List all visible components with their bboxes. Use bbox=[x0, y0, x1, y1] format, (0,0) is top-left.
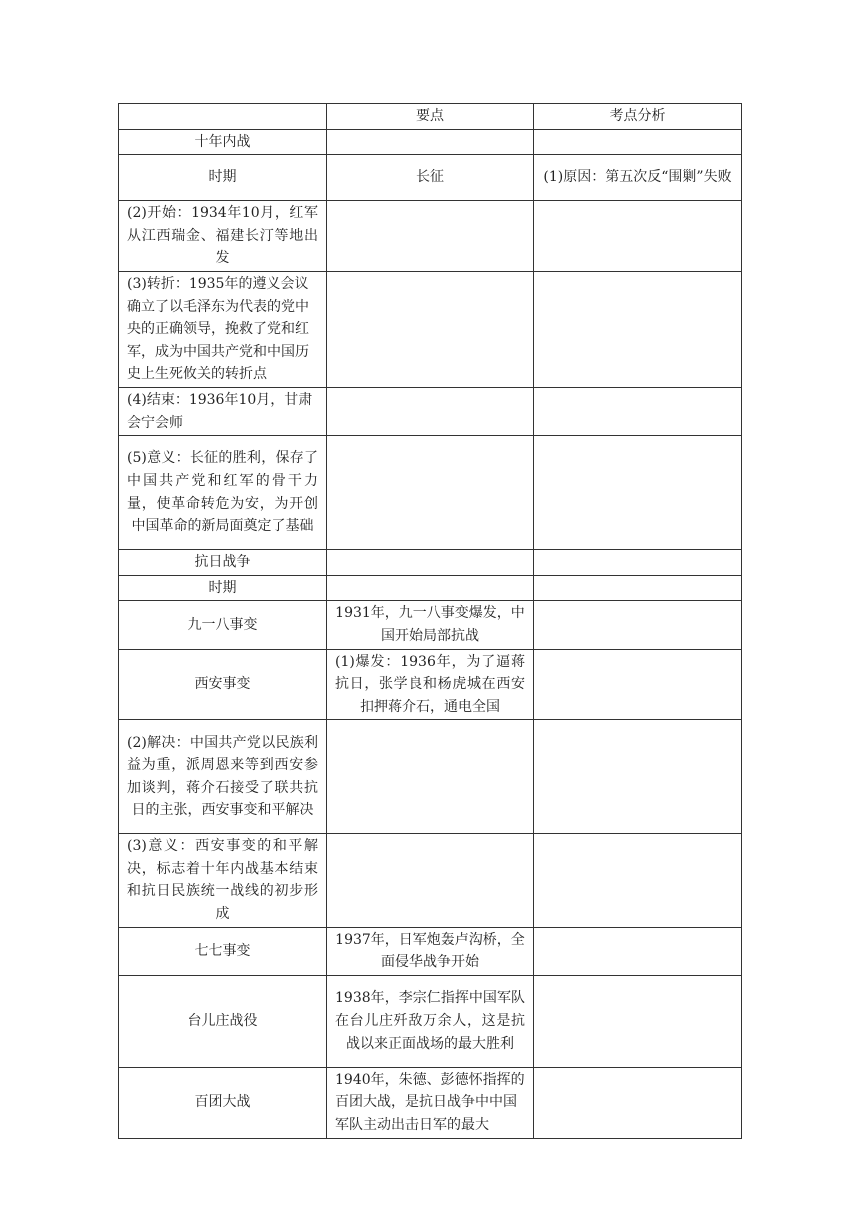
header-cell-exam-analysis: 考点分析 bbox=[534, 104, 742, 130]
table-cell bbox=[327, 271, 534, 387]
table-cell bbox=[534, 201, 742, 272]
table-cell: 1931年，九一八事变爆发，中国开始局部抗战 bbox=[327, 601, 534, 649]
table-row bbox=[119, 975, 742, 1067]
table-row bbox=[119, 550, 742, 576]
table-cell: (3)意义：西安事变的和平解决，标志着十年内战基本结束和抗日民族统一战线的初步形成 bbox=[119, 834, 327, 927]
table-cell: 时期 bbox=[119, 155, 327, 201]
table-cell: 十年内战 bbox=[119, 129, 327, 155]
table-cell bbox=[534, 575, 742, 601]
table-cell bbox=[534, 550, 742, 576]
table-cell bbox=[327, 387, 534, 435]
table-cell: (2)解决：中国共产党以民族利益为重，派周恩来等到西安参加谈判，蒋介石接受了联共抗日的主张，西安事变和平解决 bbox=[119, 720, 327, 834]
table-cell: 抗日战争 bbox=[119, 550, 327, 576]
table-cell bbox=[534, 271, 742, 387]
table-cell: (2)开始：1934年10月，红军从江西瑞金、福建长汀等地出发 bbox=[119, 201, 327, 272]
table-row bbox=[119, 201, 742, 272]
table-cell: (4)结束：1936年10月，甘肃会宁会师 bbox=[119, 387, 327, 435]
table-cell bbox=[534, 436, 742, 550]
table-cell bbox=[327, 834, 534, 927]
table-cell bbox=[327, 201, 534, 272]
table-cell bbox=[327, 129, 534, 155]
table-row bbox=[119, 271, 742, 387]
table-row bbox=[119, 436, 742, 550]
table-cell: 长征 bbox=[327, 155, 534, 201]
table-cell: (5)意义：长征的胜利，保存了中国共产党和红军的骨干力量，使革命转危为安，为开创中国革命的新局面奠定了基础 bbox=[119, 436, 327, 550]
table-header-row bbox=[119, 104, 742, 130]
table-cell: 1938年，李宗仁指挥中国军队在台儿庄歼敌万余人，这是抗战以来正面战场的最大胜利 bbox=[327, 975, 534, 1067]
table-cell: 百团大战 bbox=[119, 1067, 327, 1138]
table-cell bbox=[534, 975, 742, 1067]
table-cell bbox=[327, 720, 534, 834]
header-cell-blank bbox=[119, 104, 327, 130]
table-cell: 1940年，朱德、彭德怀指挥的百团大战，是抗日战争中中国军队主动出击日军的最大 bbox=[327, 1067, 534, 1138]
table-row bbox=[119, 155, 742, 201]
table-cell bbox=[534, 927, 742, 975]
table-cell bbox=[327, 436, 534, 550]
table-row bbox=[119, 834, 742, 927]
table-cell: 时期 bbox=[119, 575, 327, 601]
table-cell bbox=[327, 575, 534, 601]
header-cell-key-points: 要点 bbox=[327, 104, 534, 130]
table-row bbox=[119, 927, 742, 975]
table-cell: 台儿庄战役 bbox=[119, 975, 327, 1067]
table-cell: (1)原因：第五次反“围剿”失败 bbox=[534, 155, 742, 201]
table-cell: 1937年，日军炮轰卢沟桥，全面侵华战争开始 bbox=[327, 927, 534, 975]
table-row bbox=[119, 129, 742, 155]
table-cell bbox=[534, 649, 742, 720]
table-cell: (1)爆发：1936年，为了逼蒋抗日，张学良和杨虎城在西安扣押蒋介石，通电全国 bbox=[327, 649, 534, 720]
table-cell bbox=[534, 601, 742, 649]
table-cell: 九一八事变 bbox=[119, 601, 327, 649]
table-row bbox=[119, 601, 742, 649]
table-cell bbox=[534, 834, 742, 927]
notes-table bbox=[118, 103, 742, 1139]
table-cell: 西安事变 bbox=[119, 649, 327, 720]
table-row bbox=[119, 387, 742, 435]
table-cell bbox=[534, 1067, 742, 1138]
table-row bbox=[119, 649, 742, 720]
table-cell bbox=[534, 720, 742, 834]
table-cell bbox=[327, 550, 534, 576]
table-row bbox=[119, 575, 742, 601]
table-cell: 七七事变 bbox=[119, 927, 327, 975]
table-row bbox=[119, 1067, 742, 1138]
table-cell bbox=[534, 387, 742, 435]
table-row bbox=[119, 720, 742, 834]
table-cell bbox=[534, 129, 742, 155]
table-cell: (3)转折：1935年的遵义会议确立了以毛泽东为代表的党中央的正确领导，挽救了党和红军，成为中国共产党和中国历史上生死攸关的转折点 bbox=[119, 271, 327, 387]
